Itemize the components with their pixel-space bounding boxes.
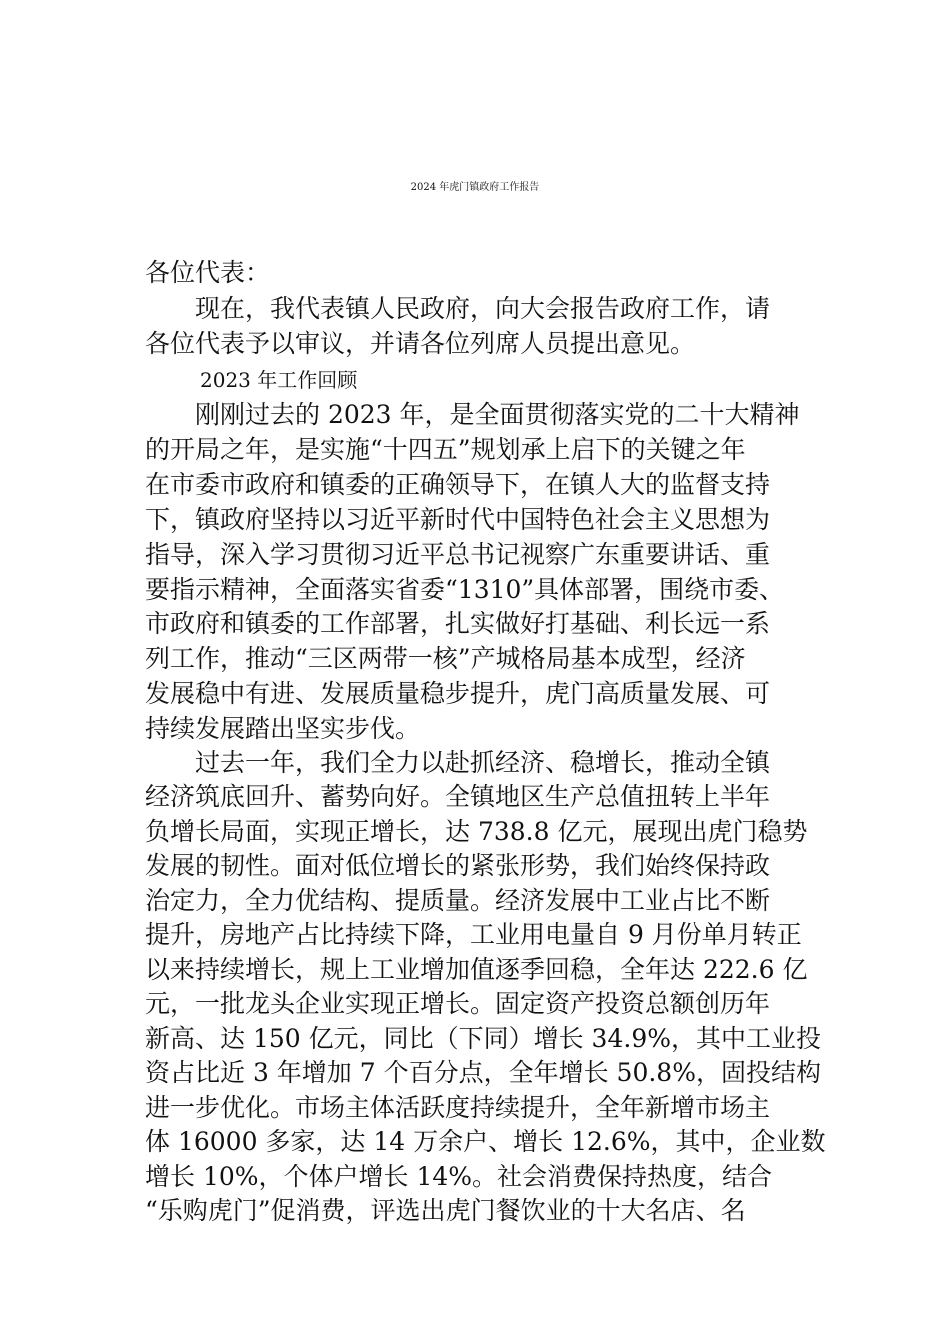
paragraph-line: 下，镇政府坚持以习近平新时代中国特色社会主义思想为 [145, 505, 771, 534]
paragraph-line: 增长 10%，个体户增长 14%。社会消费保持热度，结合 [145, 1162, 773, 1191]
paragraph-line: 新高、达 150 亿元，同比（下同）增长 34.9%，其中工业投 [145, 1024, 821, 1053]
paragraph-line: 进一步优化。市场主体活跃度持续提升，全年新增市场主 [145, 1093, 771, 1122]
paragraph-line: 的开局之年，是实施“十四五”规划承上启下的关键之年 [145, 435, 746, 464]
paragraph-line: 指导，深入学习贯彻习近平总书记视察广东重要讲话、重 [145, 540, 771, 569]
intro-line: 现在，我代表镇人民政府，向大会报告政府工作，请 [195, 294, 771, 323]
paragraph-line: 发展的韧性。面对低位增长的紧张形势，我们始终保持政 [145, 851, 771, 880]
paragraph-line: 资占比近 3 年增加 7 个百分点，全年增长 50.8%，固投结构 [145, 1058, 821, 1087]
salutation: 各位代表： [145, 258, 271, 287]
paragraph-line: 治定力，全力优结构、提质量。经济发展中工业占比不断 [145, 886, 771, 915]
paragraph-line: 体 16000 多家，达 14 万余户、增长 12.6%，其中，企业数 [145, 1127, 826, 1156]
paragraph-line: 市政府和镇委的工作部署，扎实做好打基础、利长远一系 [145, 609, 771, 638]
paragraph-line: 负增长局面，实现正增长，达 738.8 亿元，展现出虎门稳势 [145, 817, 808, 846]
paragraph-line: 过去一年，我们全力以赴抓经济、稳增长，推动全镇 [195, 748, 771, 777]
report-title: 2024 年虎门镇政府工作报告 [410, 182, 540, 193]
paragraph-line: 列工作，推动“三区两带一核”产城格局基本成型，经济 [145, 644, 746, 673]
paragraph-line: 刚刚过去的 2023 年，是全面贯彻落实党的二十大精神 [195, 400, 800, 429]
paragraph-line: 元，一批龙头企业实现正增长。固定资产投资总额创历年 [145, 989, 771, 1018]
paragraph-line: “乐购虎门”促消费，评选出虎门餐饮业的十大名店、名 [145, 1196, 746, 1225]
intro-line: 各位代表予以审议，并请各位列席人员提出意见。 [145, 329, 696, 358]
paragraph-line: 经济筑底回升、蓄势向好。全镇地区生产总值扭转上半年 [145, 782, 771, 811]
paragraph-line: 持续发展踏出坚实步伐。 [145, 714, 421, 743]
paragraph-line: 以来持续增长，规上工业增加值逐季回稳，全年达 222.6 亿 [145, 955, 808, 984]
paragraph-line: 在市委市政府和镇委的正确领导下，在镇人大的监督支持 [145, 470, 771, 499]
section-heading: 2023 年工作回顾 [200, 368, 358, 392]
paragraph-line: 要指示精神，全面落实省委“1310”具体部署，围绕市委、 [145, 575, 785, 604]
paragraph-line: 发展稳中有进、发展质量稳步提升，虎门高质量发展、可 [145, 679, 771, 708]
paragraph-line: 提升，房地产占比持续下降，工业用电量自 9 月份单月转正 [145, 920, 802, 949]
